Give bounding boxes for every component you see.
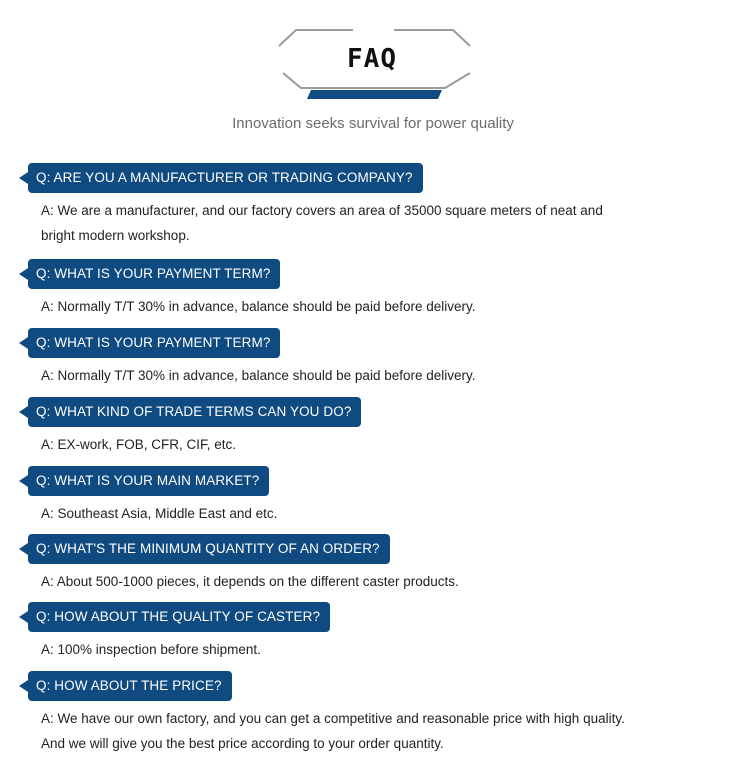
- faq-item: [18, 534, 641, 594]
- faq-answer: [41, 637, 641, 662]
- faq-question-text: Q: WHAT KIND OF TRADE TERMS CAN YOU DO?: [36, 404, 352, 419]
- faq-answer: [41, 569, 641, 594]
- faq-answer-line: A: EX-work, FOB, CFR, CIF, etc.: [41, 437, 237, 452]
- faq-answer-line: A: Normally T/T 30% in advance, balance should be paid before delivery.: [41, 299, 476, 314]
- faq-question-text: Q: WHAT'S THE MINIMUM QUANTITY OF AN ORDER?: [36, 541, 380, 556]
- bubble-tail: [19, 543, 28, 555]
- faq-answer-line: A: We are a manufacturer, and our factory covers an area of 35000 square meters of neat and: [41, 203, 603, 218]
- bubble-tail: [19, 268, 28, 280]
- faq-answer: [41, 363, 641, 388]
- faq-header: [0, 0, 748, 110]
- faq-answer-line: A: Normally T/T 30% in advance, balance should be paid before delivery.: [41, 368, 476, 383]
- faq-question: [28, 163, 423, 193]
- bubble-tail: [19, 337, 28, 349]
- faq-answer: [41, 198, 641, 248]
- faq-question-text: Q: HOW ABOUT THE QUALITY OF CASTER?: [36, 609, 321, 624]
- faq-answer-line: And we will give you the best price according to your order quantity.: [41, 736, 444, 751]
- faq-item: [18, 397, 641, 457]
- faq-answer-line: A: About 500-1000 pieces, it depends on the different caster products.: [41, 574, 459, 589]
- faq-question: [28, 397, 361, 427]
- faq-answer-line: A: We have our own factory, and you can get a competitive and reasonable price with high quality.: [41, 711, 625, 726]
- faq-answer-line: bright modern workshop.: [41, 228, 190, 243]
- bubble-tail: [19, 611, 28, 623]
- faq-item: [18, 466, 641, 526]
- bubble-tail: [19, 475, 28, 487]
- faq-answer: [41, 432, 641, 457]
- bubble-tail: [19, 680, 28, 692]
- faq-answer: [41, 706, 641, 756]
- faq-question-text: Q: ARE YOU A MANUFACTURER OR TRADING COMPANY?: [36, 170, 413, 185]
- bubble-tail: [19, 406, 28, 418]
- faq-question: [28, 259, 280, 289]
- bubble-tail: [19, 172, 28, 184]
- faq-question-text: Q: WHAT IS YOUR PAYMENT TERM?: [36, 335, 271, 350]
- faq-item: [18, 671, 641, 756]
- faq-answer-line: A: 100% inspection before shipment.: [41, 642, 261, 657]
- faq-question: [28, 671, 232, 701]
- faq-question: [28, 602, 330, 632]
- faq-answer: [41, 294, 641, 319]
- faq-item: [18, 259, 641, 319]
- faq-item: [18, 328, 641, 388]
- faq-question-text: Q: HOW ABOUT THE PRICE?: [36, 678, 222, 693]
- faq-question: [28, 534, 390, 564]
- faq-item: [18, 602, 641, 662]
- faq-answer: [41, 501, 641, 526]
- page-subtitle: Innovation seeks survival for power quality: [232, 115, 514, 132]
- faq-question: [28, 328, 280, 358]
- faq-question: [28, 466, 269, 496]
- faq-item: [18, 163, 641, 248]
- page-title: FAQ: [347, 44, 397, 74]
- faq-question-text: Q: WHAT IS YOUR MAIN MARKET?: [36, 473, 260, 488]
- faq-answer-line: A: Southeast Asia, Middle East and etc.: [41, 506, 278, 521]
- faq-question-text: Q: WHAT IS YOUR PAYMENT TERM?: [36, 266, 271, 281]
